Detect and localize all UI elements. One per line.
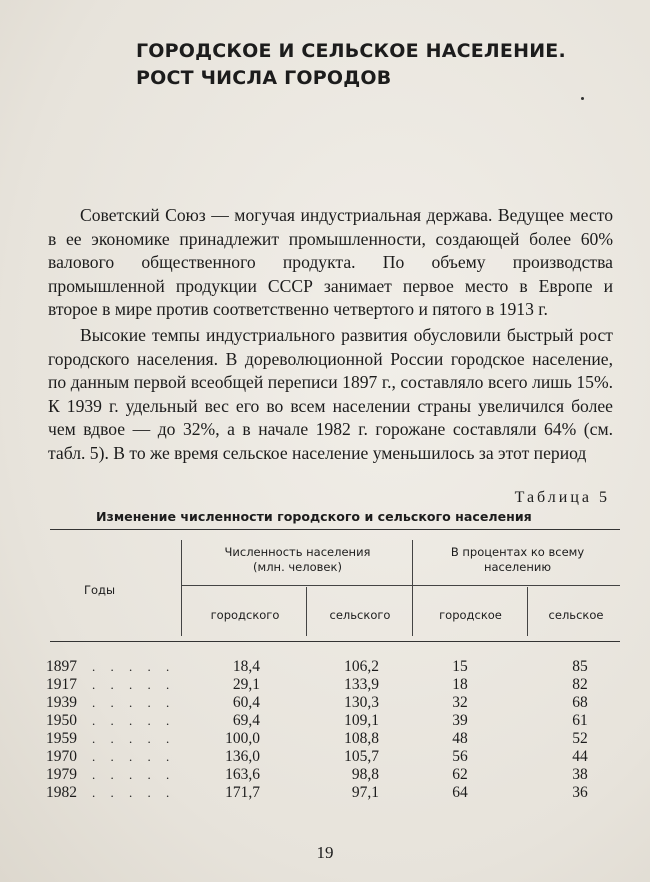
- cell-rural-pct: 82: [572, 676, 588, 693]
- leader-dots: . . . . .: [92, 785, 176, 800]
- cell-urban: 136,0: [225, 748, 260, 765]
- print-speck: [581, 97, 584, 100]
- leader-dots: . . . . .: [92, 677, 176, 692]
- table-row: [0, 767, 650, 783]
- cell-year: 1959: [46, 730, 77, 747]
- cell-urban-pct: 56: [452, 748, 468, 765]
- cell-rural-pct: 68: [572, 694, 588, 711]
- leader-dots: . . . . .: [92, 767, 176, 782]
- cell-rural-pct: 85: [572, 658, 588, 675]
- paragraph-1: Советский Союз — могучая индустриальная держава. Ведущее место в ее экономике принадлежит промышленности, создающей более 60% валового общественного продукта. По объему производства промышленной продукции СССР занимает первое место в Европе и второе в мире против соответственно четвертого и пятого в 1913 г.: [48, 205, 613, 320]
- header-abs-group: Численность населения: [224, 545, 371, 559]
- cell-year: 1970: [46, 748, 77, 765]
- chapter-heading: [136, 38, 596, 92]
- table-row: [0, 695, 650, 711]
- cell-urban-pct: 15: [452, 658, 468, 675]
- table-header-rule: [50, 641, 620, 642]
- table-row: [0, 713, 650, 729]
- cell-rural-pct: 61: [572, 712, 588, 729]
- cell-year: 1939: [46, 694, 77, 711]
- cell-year: 1979: [46, 766, 77, 783]
- header-rural: сельского: [329, 608, 391, 622]
- cell-urban-pct: 64: [452, 784, 468, 801]
- cell-rural: 97,1: [351, 784, 379, 801]
- cell-rural-pct: 52: [572, 730, 588, 747]
- cell-year: 1982: [46, 784, 77, 801]
- cell-year: 1917: [46, 676, 77, 693]
- cell-urban: 18,4: [232, 658, 260, 675]
- cell-rural-pct: 36: [572, 784, 588, 801]
- leader-dots: . . . . .: [92, 713, 176, 728]
- cell-rural: 105,7: [344, 748, 379, 765]
- cell-rural: 108,8: [344, 730, 379, 747]
- header-rural-pct: сельское: [548, 608, 604, 622]
- cell-rural: 106,2: [344, 658, 379, 675]
- cell-rural-pct: 44: [572, 748, 588, 765]
- separator-years: [181, 540, 182, 636]
- cell-year: 1950: [46, 712, 77, 729]
- cell-year: 1897: [46, 658, 77, 675]
- cell-urban-pct: 32: [452, 694, 468, 711]
- leader-dots: . . . . .: [92, 731, 176, 746]
- header-abs-unit: (млн. человек): [253, 560, 342, 574]
- table-row: [0, 731, 650, 747]
- leader-dots: . . . . .: [92, 659, 176, 674]
- cell-urban: 100,0: [225, 730, 260, 747]
- heading-line-1: ГОРОДСКОЕ И СЕЛЬСКОЕ НАСЕЛЕНИЕ.: [136, 40, 566, 62]
- cell-rural: 133,9: [344, 676, 379, 693]
- header-pct-group: В процентах ко всему: [450, 545, 585, 559]
- table-row: [0, 677, 650, 693]
- paragraph-2: Высокие темпы индустриального развития обусловили быстрый рост городского населения. В дореволюционной России городское население, по данным первой всеобщей переписи 1897 г., составляло всего лишь 15%. К 1939 г. удельный вес его во всем населении страны увеличился более чем вдвое — до 32%, а в начале 1982 г. горожане составляли 64% (см. табл. 5). В то же время сельское население уменьшилось за этот период: [48, 325, 613, 463]
- cell-urban-pct: 62: [452, 766, 468, 783]
- leader-dots: . . . . .: [92, 695, 176, 710]
- page-number: 19: [316, 843, 334, 862]
- cell-urban: 29,1: [232, 676, 260, 693]
- cell-rural-pct: 38: [572, 766, 588, 783]
- cell-urban: 60,4: [232, 694, 260, 711]
- separator-pct: [527, 587, 528, 636]
- heading-line-2: РОСТ ЧИСЛА ГОРОДОВ: [136, 67, 392, 89]
- cell-rural: 109,1: [344, 712, 379, 729]
- header-urban: городского: [210, 608, 280, 622]
- cell-rural: 98,8: [351, 766, 379, 783]
- table-row: [0, 785, 650, 801]
- table-top-rule: [50, 529, 620, 530]
- table-label: Таблица 5: [514, 489, 610, 506]
- cell-rural: 130,3: [344, 694, 379, 711]
- leader-dots: . . . . .: [92, 749, 176, 764]
- table-row: [0, 659, 650, 675]
- table-title: Изменение численности городского и сельского населения: [96, 509, 532, 524]
- separator-groups: [412, 540, 413, 636]
- header-urban-pct: городское: [439, 608, 502, 622]
- cell-urban-pct: 18: [452, 676, 468, 693]
- cell-urban: 163,6: [225, 766, 260, 783]
- header-pct-sub: населению: [483, 560, 552, 574]
- cell-urban-pct: 48: [452, 730, 468, 747]
- header-years: Годы: [84, 583, 116, 597]
- table-row: [0, 749, 650, 765]
- subheader-rule: [181, 585, 620, 586]
- cell-urban: 171,7: [225, 784, 260, 801]
- separator-abs: [306, 587, 307, 636]
- cell-urban-pct: 39: [452, 712, 468, 729]
- cell-urban: 69,4: [232, 712, 260, 729]
